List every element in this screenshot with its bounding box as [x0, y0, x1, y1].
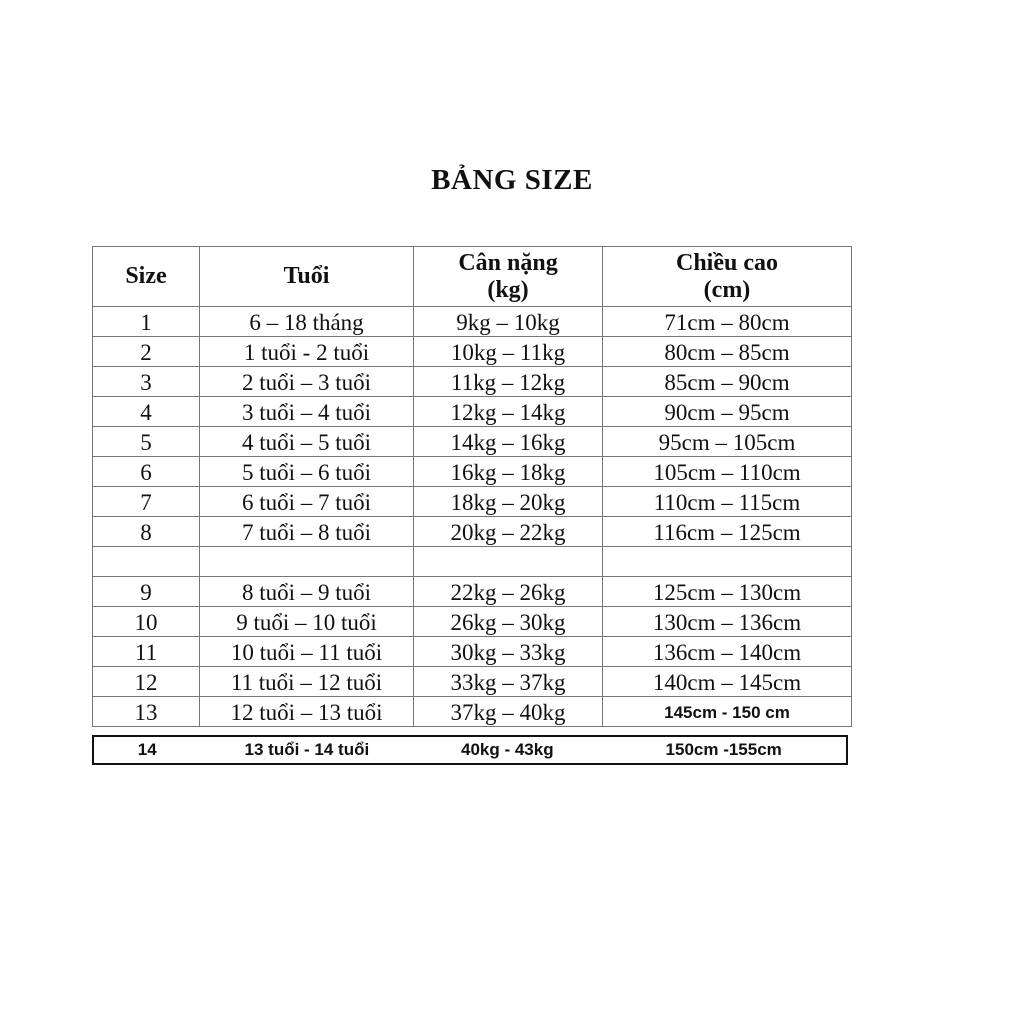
cell-age: 2 tuổi – 3 tuổi [200, 367, 414, 397]
cell-age: 7 tuổi – 8 tuổi [200, 517, 414, 547]
last-row-weight: 40kg - 43kg [461, 740, 554, 759]
last-row-size: 14 [137, 740, 157, 759]
table-row [93, 337, 852, 367]
cell-height: 71cm – 80cm [603, 307, 852, 337]
cell-height: 130cm – 136cm [603, 607, 852, 637]
cell-weight: 33kg – 37kg [414, 667, 603, 697]
cell-age: 5 tuổi – 6 tuổi [200, 457, 414, 487]
cell-size: 1 [93, 307, 200, 337]
last-row-height: 150cm -155cm [665, 740, 782, 759]
table-row [93, 457, 852, 487]
cell-height: 80cm – 85cm [603, 337, 852, 367]
cell-height: 90cm – 95cm [603, 397, 852, 427]
cell-height: 145cm - 150 cm [603, 697, 852, 727]
cell-age: 8 tuổi – 9 tuổi [200, 577, 414, 607]
table-row-blank [93, 547, 852, 577]
cell-weight: 11kg – 12kg [414, 367, 603, 397]
cell-age: 4 tuổi – 5 tuổi [200, 427, 414, 457]
table-row [93, 667, 852, 697]
cell-age: 6 – 18 tháng [200, 307, 414, 337]
size-table [92, 246, 852, 727]
table-row [93, 307, 852, 337]
cell-weight: 12kg – 14kg [414, 397, 603, 427]
cell-height: 136cm – 140cm [603, 637, 852, 667]
table-row [93, 397, 852, 427]
cell-weight: 30kg – 33kg [414, 637, 603, 667]
table-row [93, 577, 852, 607]
cell-size: 9 [93, 577, 200, 607]
cell-weight: 22kg – 26kg [414, 577, 603, 607]
cell-size: 5 [93, 427, 200, 457]
table-row [93, 427, 852, 457]
cell-weight: 18kg – 20kg [414, 487, 603, 517]
cell-size: 2 [93, 337, 200, 367]
cell-size: 8 [93, 517, 200, 547]
header-age: Tuổi [200, 247, 414, 307]
cell-height: 116cm – 125cm [603, 517, 852, 547]
cell-height [603, 547, 852, 577]
cell-age: 10 tuổi – 11 tuổi [200, 637, 414, 667]
table-row [93, 367, 852, 397]
header-height-line1: Chiều cao [676, 249, 778, 276]
cell-size: 10 [93, 607, 200, 637]
header-weight-line2: (kg) [487, 276, 529, 303]
cell-size: 12 [93, 667, 200, 697]
last-row-age: 13 tuổi - 14 tuổi [244, 740, 370, 759]
cell-height: 110cm – 115cm [603, 487, 852, 517]
cell-weight: 9kg – 10kg [414, 307, 603, 337]
cell-size: 4 [93, 397, 200, 427]
cell-age: 6 tuổi – 7 tuổi [200, 487, 414, 517]
cell-weight: 10kg – 11kg [414, 337, 603, 367]
cell-height: 140cm – 145cm [603, 667, 852, 697]
cell-weight: 14kg – 16kg [414, 427, 603, 457]
cell-age: 9 tuổi – 10 tuổi [200, 607, 414, 637]
header-size: Size [93, 247, 200, 307]
cell-age: 11 tuổi – 12 tuổi [200, 667, 414, 697]
cell-age: 1 tuổi - 2 tuổi [200, 337, 414, 367]
cell-weight: 26kg – 30kg [414, 607, 603, 637]
cell-age: 12 tuổi – 13 tuổi [200, 697, 414, 727]
table-row-highlighted [92, 735, 848, 765]
cell-size [93, 547, 200, 577]
header-height [603, 247, 852, 307]
cell-size: 7 [93, 487, 200, 517]
cell-size: 11 [93, 637, 200, 667]
cell-height: 85cm – 90cm [603, 367, 852, 397]
cell-height: 105cm – 110cm [603, 457, 852, 487]
header-weight [414, 247, 603, 307]
table-body [93, 307, 852, 727]
header-height-line2: (cm) [703, 276, 751, 303]
header-weight-line1: Cân nặng [458, 249, 558, 276]
table-row [93, 697, 852, 727]
page-title: BẢNG SIZE [431, 164, 593, 196]
cell-size: 3 [93, 367, 200, 397]
table-row [93, 607, 852, 637]
cell-weight: 20kg – 22kg [414, 517, 603, 547]
cell-size: 13 [93, 697, 200, 727]
cell-weight [414, 547, 603, 577]
cell-age: 3 tuổi – 4 tuổi [200, 397, 414, 427]
cell-weight: 37kg – 40kg [414, 697, 603, 727]
table-row [93, 517, 852, 547]
table-header-row [93, 247, 852, 307]
cell-height: 95cm – 105cm [603, 427, 852, 457]
table-row [93, 487, 852, 517]
cell-weight: 16kg – 18kg [414, 457, 603, 487]
cell-height: 125cm – 130cm [603, 577, 852, 607]
cell-size: 6 [93, 457, 200, 487]
cell-age [200, 547, 414, 577]
table-row [93, 637, 852, 667]
